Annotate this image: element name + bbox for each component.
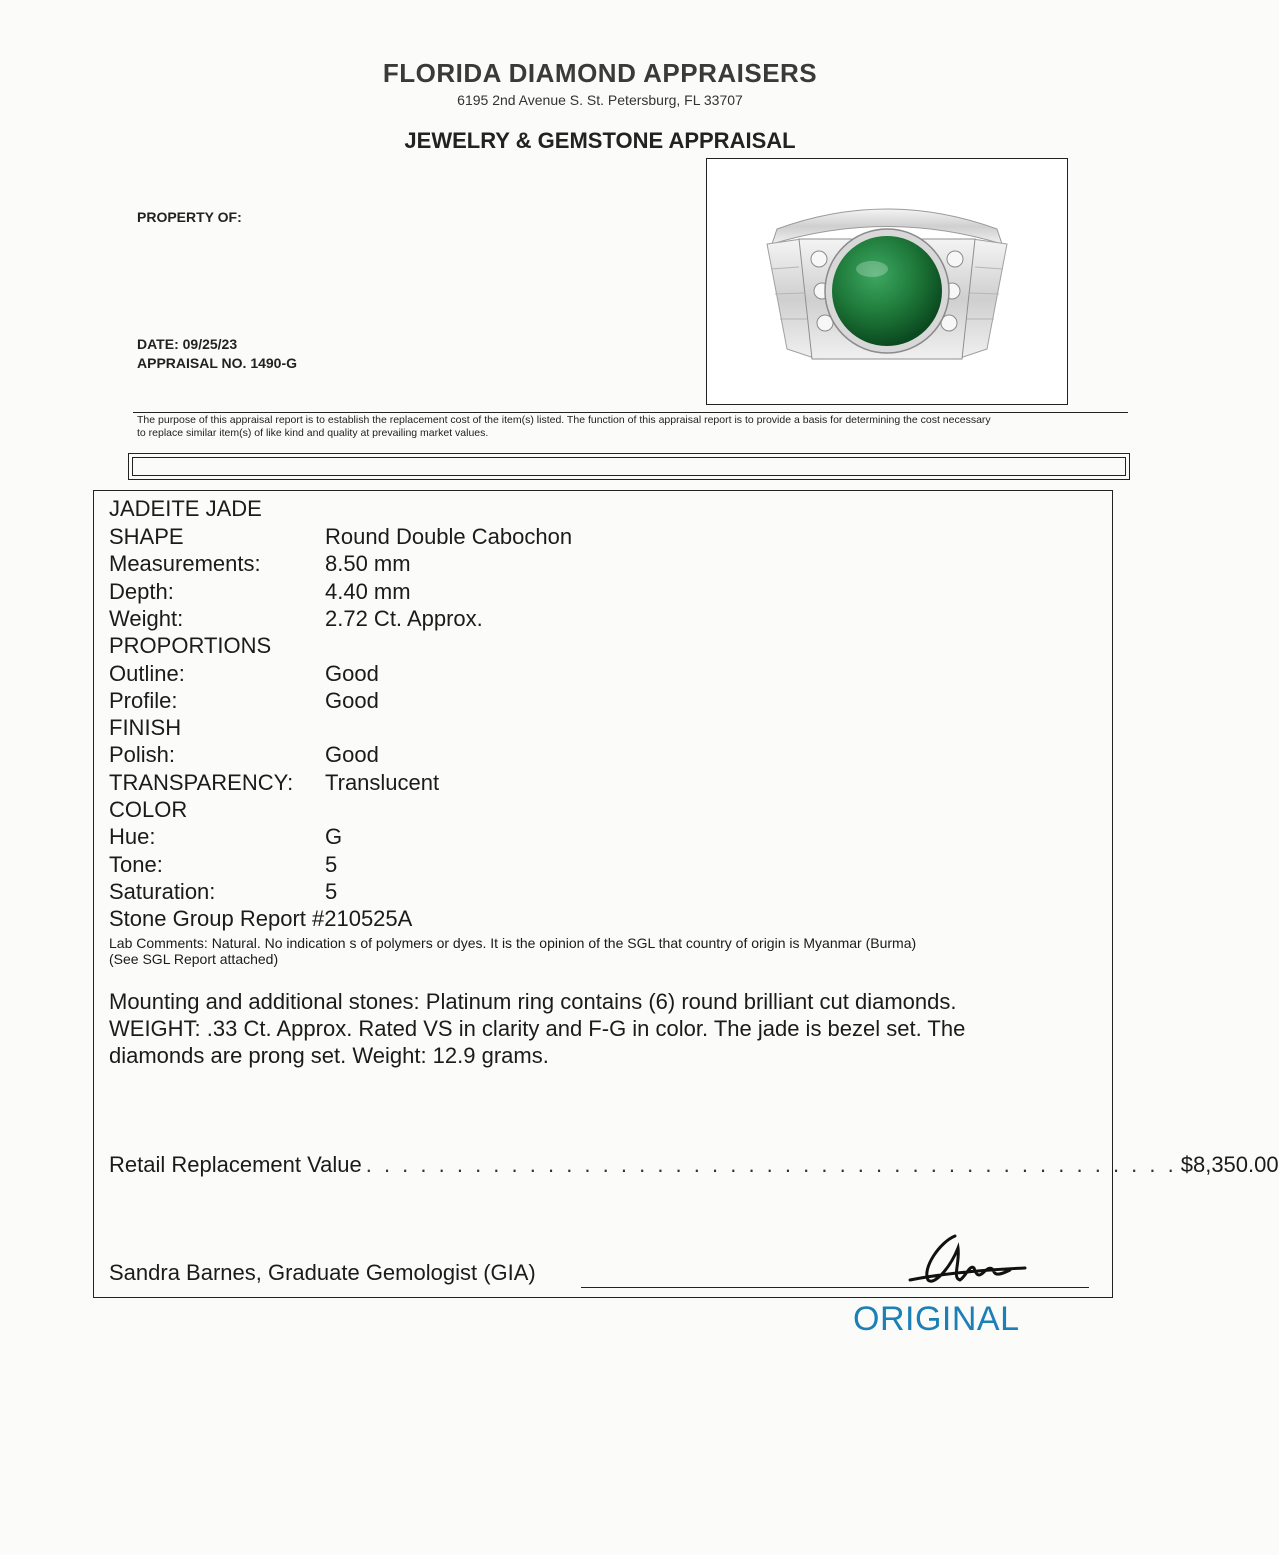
spec-value: Good [325,688,379,713]
spec-label: Polish: [109,742,176,767]
spec-label: PROPORTIONS [109,633,272,658]
purpose-line-1: The purpose of this appraisal report is to establish the replacement cost of the item(s) listed. The function of this appraisal report is to provide a basis for determining the cost necessary [137,414,991,426]
spec-label: Saturation: [109,879,216,904]
ring-photo [706,158,1068,405]
spec-value: 2.72 Ct. Approx. [325,606,483,631]
spec-value: Translucent [325,770,440,795]
appraiser-name: Sandra Barnes, Graduate Gemologist (GIA) [109,1260,536,1285]
spec-label: Depth: [109,579,174,604]
lab-comments-note: (See SGL Report attached) [109,951,279,967]
spec-label: Weight: [109,606,184,631]
company-name: FLORIDA DIAMOND APPRAISERS [382,58,818,88]
spec-label: Outline: [109,661,185,686]
spec-value: 8.50 mm [325,551,411,576]
appraisal-number: APPRAISAL NO. 1490-G [137,355,298,371]
document-title: JEWELRY & GEMSTONE APPRAISAL [404,128,796,153]
spec-value: 4.40 mm [325,579,411,604]
spec-label: TRANSPARENCY: [109,770,294,795]
spec-value: 5 [325,879,338,904]
spec-value: 5 [325,852,338,877]
spec-label: Measurements: [109,551,261,576]
purpose-divider [133,412,1128,413]
stone-heading: JADEITE JADE [109,496,262,521]
purpose-statement [137,414,1132,440]
spec-label: COLOR [109,797,188,822]
spec-label: Hue: [109,824,156,849]
spec-value: G [325,824,343,849]
spec-label: SHAPE [109,524,184,549]
jade-ring-image [707,159,1067,404]
spec-value: Round Double Cabochon [325,524,573,549]
retail-value-row [109,1152,1279,1178]
mounting-description [109,988,1099,1069]
mounting-line-1: Mounting and additional stones: Platinum ring contains (6) round brilliant cut diamonds. [109,989,957,1014]
appraisal-date: DATE: 09/25/23 [137,336,238,352]
stone-group-report: Stone Group Report #210525A [109,906,413,931]
property-of-label: PROPERTY OF: [137,209,242,225]
leader-dots: . . . . . . . . . . . . . . . . . . . . . . . . . . . . . . . . . . . . . . . . . . . . . [365,1152,1177,1177]
spec-label: FINISH [109,715,182,740]
retail-value-amount: $8,350.00 [1180,1152,1279,1177]
mounting-line-2: WEIGHT: .33 Ct. Approx. Rated VS in clarity and F-G in color. The jade is bezel set. The [109,1016,966,1041]
spec-value: Good [325,661,379,686]
handwritten-signature [900,1228,1040,1290]
double-rule-bar [128,453,1130,480]
purpose-line-2: to replace similar item(s) of like kind and quality at prevailing market values. [137,427,489,439]
spec-value: Good [325,742,379,767]
spec-label: Profile: [109,688,178,713]
lab-comments: Lab Comments: Natural. No indication s of polymers or dyes. It is the opinion of the SGL that country of origin is Myanmar (Burma) [109,935,917,951]
original-stamp: ORIGINAL [853,1300,1020,1338]
mounting-line-3: diamonds are prong set. Weight: 12.9 grams. [109,1043,549,1068]
company-address: 6195 2nd Avenue S. St. Petersburg, FL 33707 [457,92,743,108]
spec-label: Tone: [109,852,163,877]
retail-value-label: Retail Replacement Value [109,1152,362,1177]
